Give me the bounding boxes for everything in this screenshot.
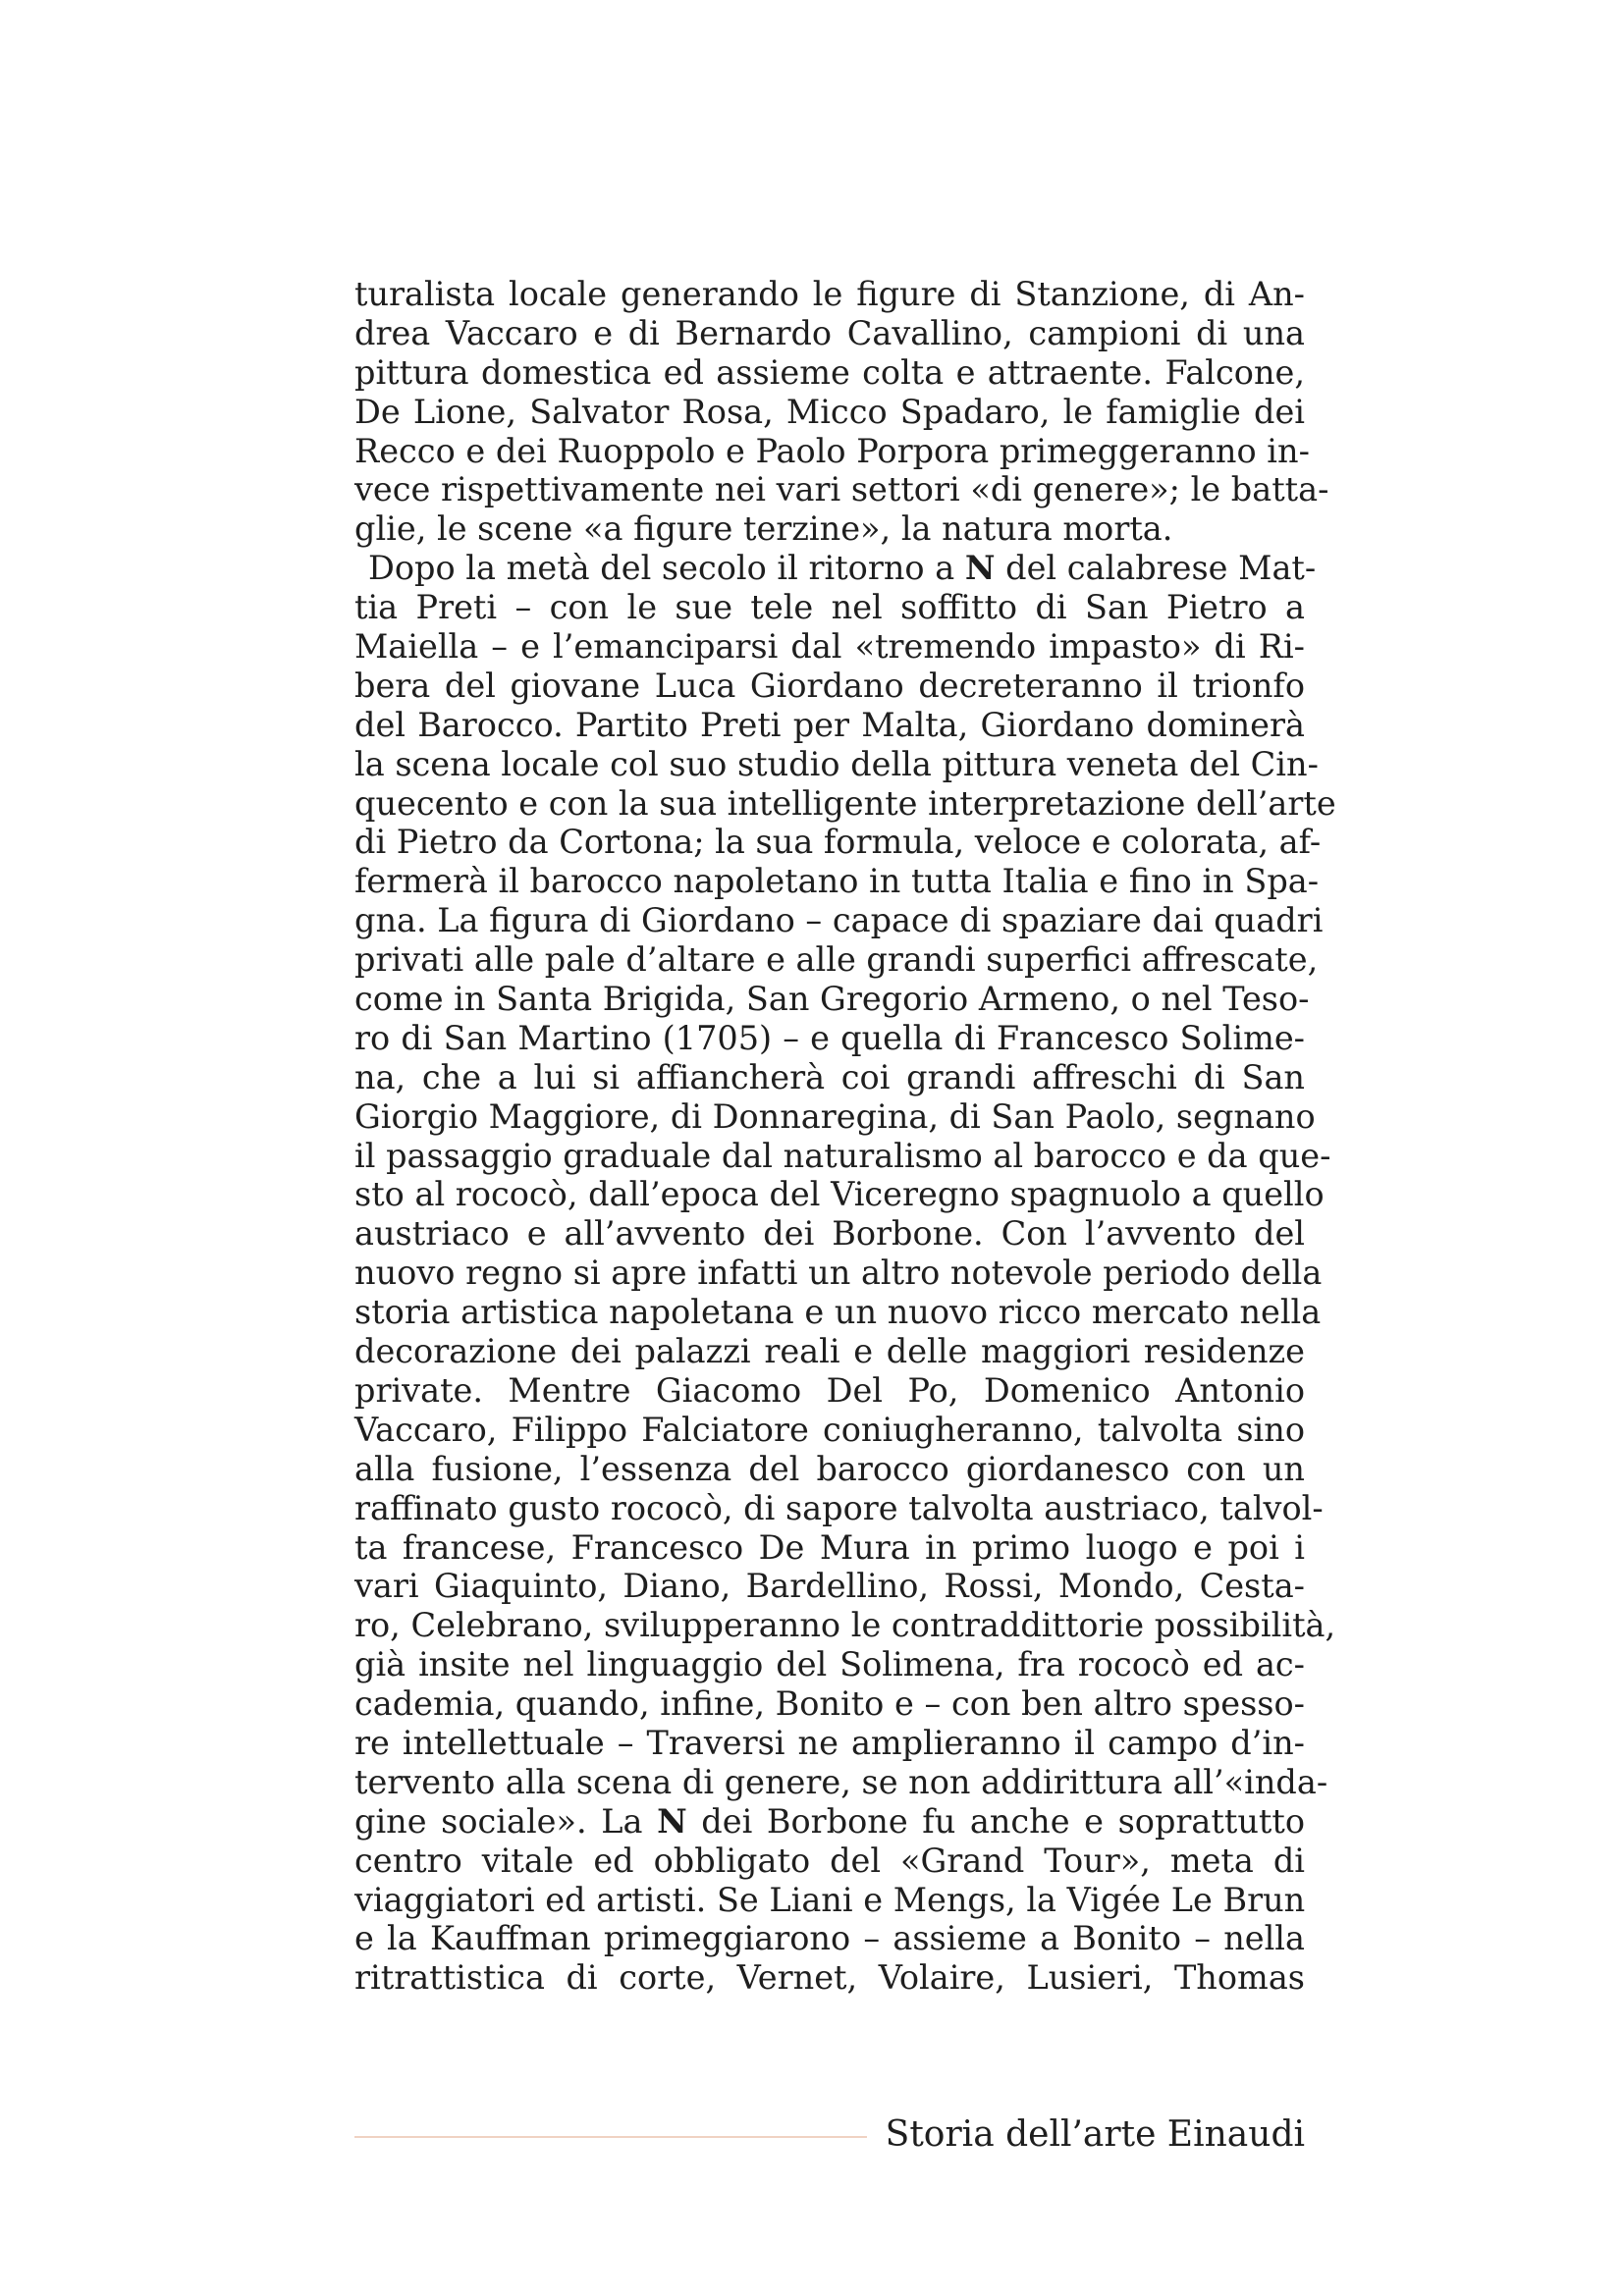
text-line: glie, le scene «a figure terzine», la natura morta. [354, 509, 1173, 549]
text-line: già insite nel linguaggio del Solimena, fra rococò ed ac- [354, 1645, 1305, 1684]
text-line: na, che a lui si affiancherà coi grandi affreschi di San [354, 1057, 1305, 1096]
text-line: del Barocco. Partito Preti per Malta, Giordano dominerà [354, 705, 1305, 744]
text-line: di Pietro da Cortona; la sua formula, veloce e colorata, af- [354, 823, 1322, 862]
text-line: centro vitale ed obbligato del «Grand Tour», meta di [354, 1841, 1305, 1880]
text-line: fermerà il barocco napoletano in tutta Italia e fino in Spa- [354, 862, 1320, 901]
text-line: tia Preti – con le sue tele nel soffitto di San Pietro a [354, 588, 1305, 627]
text-line: private. Mentre Giacomo Del Po, Domenico Antonio [354, 1370, 1305, 1410]
text-line: ta francese, Francesco De Mura in primo luogo e poi i [354, 1527, 1305, 1567]
text-line: Recco e dei Ruoppolo e Paolo Porpora primeggeranno in- [354, 431, 1310, 470]
line-segment: dei Borbone fu anche e soprattutto [686, 1801, 1305, 1841]
text-line: pittura domestica ed assieme colta e attraente. Falcone, [354, 352, 1305, 392]
text-line: vari Giaquinto, Diano, Bardellino, Rossi, Mondo, Cesta- [354, 1567, 1305, 1606]
line-segment: Dopo la metà del secolo il ritorno a [368, 549, 965, 588]
text-line: Giorgio Maggiore, di Donnaregina, di San Paolo, segnano [354, 1096, 1316, 1136]
line-segment: del calabrese Mat- [995, 549, 1317, 588]
text-line: raffinato gusto rococò, di sapore talvolta austriaco, talvol- [354, 1488, 1324, 1527]
text-line: Vaccaro, Filippo Falciatore coniugheranno, talvolta sino [354, 1410, 1305, 1449]
footer-title: Storia dell’arte Einaudi [885, 2114, 1305, 2155]
text-line: ritrattistica di corte, Vernet, Volaire, Lusieri, Thomas [354, 1958, 1305, 1998]
footer-rule [354, 2136, 867, 2138]
text-line: cademia, quando, infine, Bonito e – con ben altro spesso- [354, 1684, 1305, 1724]
text-line: re intellettuale – Traversi ne amplieranno il campo d’in- [354, 1723, 1305, 1762]
text-line: decorazione dei palazzi reali e delle maggiori residenze [354, 1332, 1305, 1371]
text-line: sto al rococò, dall’epoca del Viceregno spagnuolo a quello [354, 1175, 1325, 1214]
text-line: e la Kauffman primeggiarono – assieme a Bonito – nella [354, 1919, 1305, 1958]
text-line: il passaggio graduale dal naturalismo al barocco e da que- [354, 1136, 1331, 1175]
text-line: la scena locale col suo studio della pittura veneta del Cin- [354, 744, 1319, 783]
bold-abbreviation: N [964, 549, 996, 588]
line-segment: gine sociale». La [354, 1801, 658, 1841]
text-line: alla fusione, l’essenza del barocco giordanesco con un [354, 1449, 1305, 1488]
bold-abbreviation: N [657, 1801, 687, 1841]
text-line: quecento e con la sua intelligente interpretazione dell’arte [354, 783, 1336, 823]
text-line: austriaco e all’avvento dei Borbone. Con l’avvento del [354, 1214, 1305, 1254]
text-line: storia artistica napoletana e un nuovo ricco mercato nella [354, 1293, 1322, 1332]
text-line: vece rispettivamente nei vari settori «di genere»; le batta- [354, 470, 1329, 509]
text-line: ro di San Martino (1705) – e quella di Francesco Solime- [354, 1018, 1305, 1057]
text-line: nuovo regno si apre infatti un altro notevole periodo della [354, 1254, 1323, 1293]
body-text [354, 275, 1336, 1998]
text-line: drea Vaccaro e di Bernardo Cavallino, campioni di una [354, 313, 1305, 352]
text-line [354, 1802, 1305, 1842]
text-line: tervento alla scena di genere, se non addirittura all’«inda- [354, 1762, 1328, 1801]
text-line: De Lione, Salvator Rosa, Micco Spadaro, le famiglie dei [354, 392, 1305, 431]
text-line: come in Santa Brigida, San Gregorio Armeno, o nel Teso- [354, 980, 1310, 1019]
text-line: turalista locale generando le figure di Stanzione, di An- [354, 275, 1305, 313]
text-line: viaggiatori ed artisti. Se Liani e Mengs, la Vigée Le Brun [354, 1880, 1306, 1919]
text-line: privati alle pale d’altare e alle grandi superfici affrescate, [354, 940, 1319, 980]
text-line: gna. La figura di Giordano – capace di spaziare dai quadri [354, 901, 1324, 940]
paragraph-start-line [354, 549, 1317, 588]
text-line: Maiella – e l’emanciparsi dal «tremendo impasto» di Ri- [354, 627, 1305, 667]
text-line: bera del giovane Luca Giordano decreteranno il trionfo [354, 666, 1305, 705]
text-line: ro, Celebrano, svilupperanno le contraddittorie possibilità, [354, 1606, 1336, 1645]
